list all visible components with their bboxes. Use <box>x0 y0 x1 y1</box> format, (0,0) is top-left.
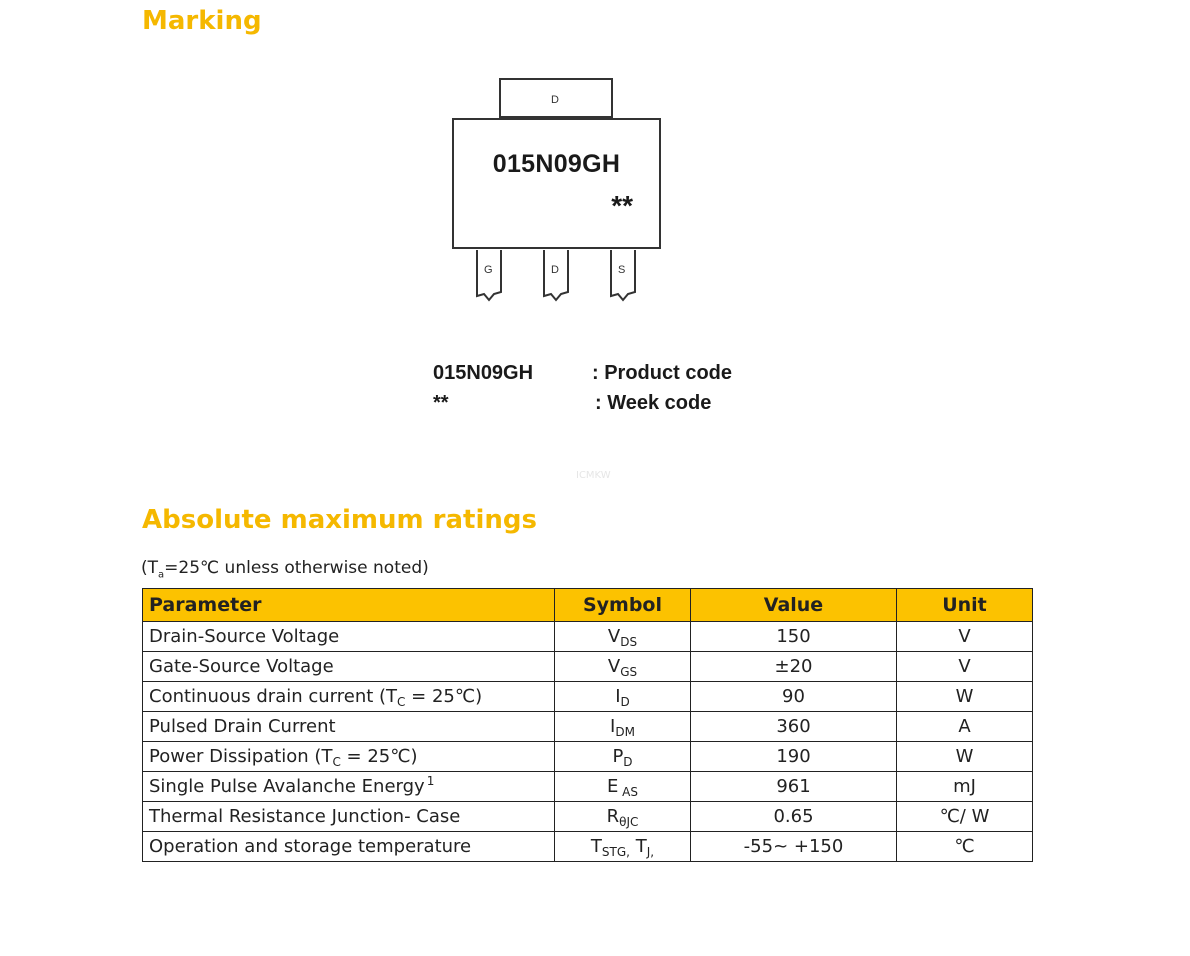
cell-unit: A <box>897 712 1033 742</box>
package-top-tab <box>499 78 613 118</box>
symbol-base: V <box>607 656 621 677</box>
param-sub: C <box>397 695 406 709</box>
pin-label-source: S <box>618 264 626 276</box>
lead-drain <box>541 250 571 302</box>
cell-value: -55~ +150 <box>691 832 897 862</box>
symbol-sub: D <box>623 755 633 769</box>
cell-symbol <box>555 652 691 682</box>
symbol-sub: AS <box>618 785 638 799</box>
cell-parameter: Operation and storage temperature <box>143 832 555 862</box>
conditions-suffix: =25℃ unless otherwise noted) <box>164 558 429 578</box>
package-body <box>452 118 661 249</box>
conditions-sub: a <box>158 569 165 581</box>
cell-value: 190 <box>691 742 897 772</box>
symbol-sub: DM <box>615 725 635 739</box>
symbol-sub: θJC <box>619 815 639 829</box>
marking-title: Marking <box>142 6 262 36</box>
cell-unit: mJ <box>897 772 1033 802</box>
ratings-conditions <box>141 558 429 580</box>
cell-symbol <box>555 742 691 772</box>
conditions-prefix: (T <box>141 558 159 578</box>
cell-value: 360 <box>691 712 897 742</box>
symbol-sub: STG, <box>601 845 630 859</box>
table-row <box>143 712 1033 742</box>
param-tail: = 25℃) <box>405 686 483 707</box>
param-tail: = 25℃) <box>340 746 418 767</box>
legend-week-code-value: : Week code <box>595 392 712 414</box>
symbol-sub: DS <box>620 635 638 649</box>
cell-unit: V <box>897 652 1033 682</box>
param-text: Continuous drain current (T <box>149 686 398 707</box>
symbol-base-2: T <box>629 836 647 857</box>
lead-gate <box>474 250 504 302</box>
table-row <box>143 802 1033 832</box>
symbol-base: T <box>590 836 602 857</box>
cell-symbol <box>555 622 691 652</box>
ratings-table <box>142 588 1033 862</box>
cell-value: 961 <box>691 772 897 802</box>
symbol-base: R <box>606 806 620 827</box>
symbol-sub: D <box>620 695 630 709</box>
cell-value: 150 <box>691 622 897 652</box>
lead-gate-shape <box>474 250 504 302</box>
cell-parameter: Thermal Resistance Junction- Case <box>143 802 555 832</box>
cell-value: 0.65 <box>691 802 897 832</box>
symbol-base: P <box>612 746 624 767</box>
watermark: ICMKW <box>576 470 611 481</box>
pin-label-gate: G <box>484 264 493 276</box>
symbol-base: I <box>615 686 621 707</box>
ratings-title: Absolute maximum ratings <box>142 505 537 535</box>
cell-symbol <box>555 802 691 832</box>
cell-unit: ℃/ W <box>897 802 1033 832</box>
cell-parameter: Gate-Source Voltage <box>143 652 555 682</box>
package-drawing <box>446 74 668 306</box>
lead-source-shape <box>608 250 638 302</box>
cell-parameter <box>143 682 555 712</box>
table-row <box>143 652 1033 682</box>
legend-product-code-key: 015N09GH <box>433 362 534 384</box>
symbol-base: V <box>607 626 621 647</box>
table-row <box>143 622 1033 652</box>
table-row <box>143 772 1033 802</box>
cell-unit: ℃ <box>897 832 1033 862</box>
symbol-base: I <box>610 716 616 737</box>
cell-symbol <box>555 712 691 742</box>
param-sub: C <box>332 755 341 769</box>
cell-value: 90 <box>691 682 897 712</box>
cell-symbol <box>555 772 691 802</box>
cell-value: ±20 <box>691 652 897 682</box>
cell-parameter: Pulsed Drain Current <box>143 712 555 742</box>
param-text: Single Pulse Avalanche Energy <box>149 776 425 797</box>
pin-label-drain: D <box>551 264 559 276</box>
package-body-code: 015N09GH <box>492 150 621 178</box>
symbol-sub: GS <box>620 665 638 679</box>
cell-parameter <box>143 772 555 802</box>
symbol-base: E <box>606 776 619 797</box>
package-body-week: ** <box>611 190 633 221</box>
top-tab-label: D <box>551 94 559 106</box>
cell-parameter: Drain-Source Voltage <box>143 622 555 652</box>
header-unit: Unit <box>897 589 1033 622</box>
cell-unit: W <box>897 682 1033 712</box>
cell-symbol <box>555 682 691 712</box>
lead-drain-shape <box>541 250 571 302</box>
symbol-sub-2: J, <box>646 845 655 859</box>
table-header-row <box>143 589 1033 622</box>
legend-week-code-key: ** <box>433 392 449 414</box>
cell-unit: W <box>897 742 1033 772</box>
param-sup: 1 <box>426 774 435 788</box>
header-symbol: Symbol <box>555 589 691 622</box>
table-row <box>143 682 1033 712</box>
legend-product-code-value: : Product code <box>592 362 733 384</box>
cell-unit: V <box>897 622 1033 652</box>
param-text: Power Dissipation (T <box>149 746 333 767</box>
header-value: Value <box>691 589 897 622</box>
cell-parameter <box>143 742 555 772</box>
lead-source <box>608 250 638 302</box>
table-row <box>143 832 1033 862</box>
header-parameter: Parameter <box>143 589 555 622</box>
table-row <box>143 742 1033 772</box>
cell-symbol <box>555 832 691 862</box>
